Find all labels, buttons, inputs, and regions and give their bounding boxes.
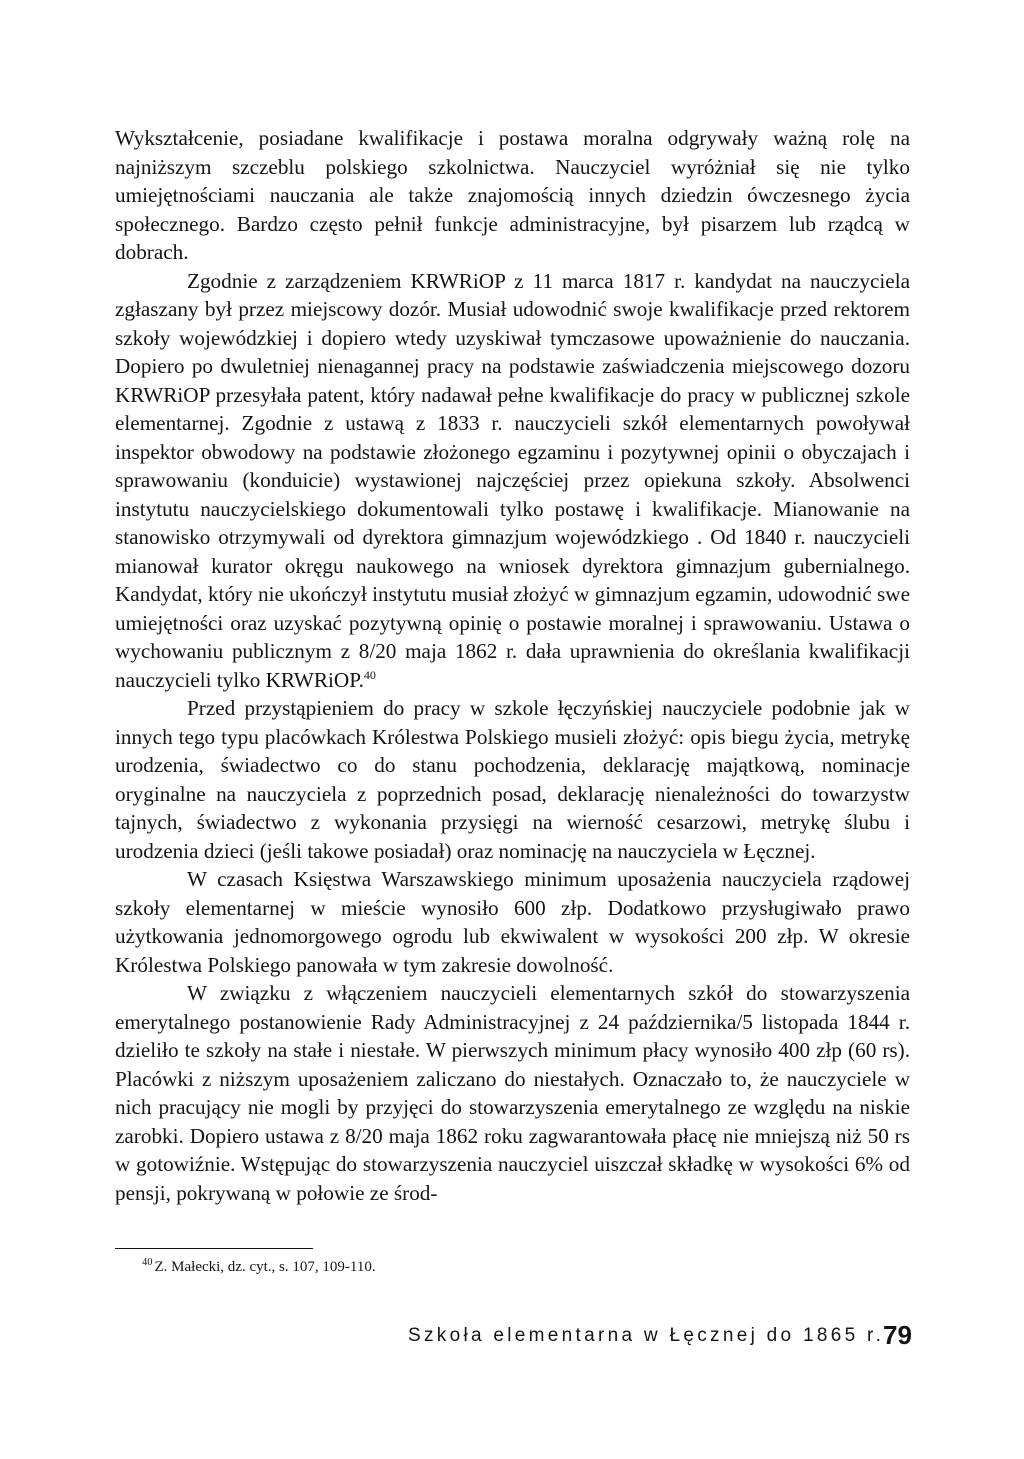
paragraph-text: Zgodnie z zarządzeniem KRWRiOP z 11 marca 1817 r. kandydat na nauczyciela zgłaszany był przez miejscowy dozór. Musiał udowodnić swoje kwalifikacje przed rektorem szkoły wojewódzkiej i dopiero wtedy uzyskiwał tymczasowe upoważnienie do nauczania. Dopiero po dwuletniej nienagannej pracy na podstawie zaświadczenia miejscowego dozoru KRWRiOP przesyłała patent, który nadawał pełne kwalifikacje do pracy w publicznej szkole elementarnej. Zgodnie z ustawą z 1833 r. nauczycieli szkół elementarnych powoływał inspektor obwodowy na podstawie złożonego egzaminu i pozytywnej opinii o obyczajach i sprawowaniu (konduicie) wystawionej najczęściej przez opiekuna szkoły. Absolwenci instytutu nauczycielskiego dokumentowali tylko postawę i kwalifikacje. Mianowanie na stanowisko otrzymywali od dyrektora gimnazjum wojewódzkiego . Od 1840 r. nauczycieli mianował kurator okręgu naukowego na wniosek dyrektora gimnazjum gubernialnego. Kandydat, który nie ukończył instytutu musiał złożyć w gimnazjum egzamin, udowodnić swe umiejętności oraz uzyskać pozytywną opinię o postawie moralnej i sprawowaniu. Ustawa o wychowaniu publicznym z 8/20 maja 1862 r. dała uprawnienia do określania kwalifikacji nauczycieli tylko KRWRiOP. (115, 268, 910, 692)
paragraph-text: Wykształcenie, posiadane kwalifikacje i postawa moralna odgrywały ważną rolę na najniższym szczeblu polskiego szkolnictwa. Nauczyciel wyróżniał się nie tylko umiejętnościami nauczania ale także znajomością innych dziedzin ówczesnego życia społecznego. Bardzo często pełnił funkcje administracyjne, był pisarzem lub rządcą w dobrach. (115, 126, 910, 264)
paragraph-text: Przed przystąpieniem do pracy w szkole łęczyńskiej nauczyciele podobnie jak w innych tego typu placówkach Królestwa Polskiego musieli złożyć: opis biegu życia, metrykę urodzenia, świadectwo co do stanu pochodzenia, deklarację majątkową, nominacje oryginalne na nauczyciela z poprzednich posad, deklarację nienależności do towarzystw tajnych, świadectwo z wykonania przysięgi na wierność cesarzowi, metrykę ślubu i urodzenia dzieci (jeśli takowe posiadał) oraz nominację na nauczyciela w Łęcznej. (115, 696, 910, 863)
page-number: 79 (883, 1320, 912, 1350)
paragraph-text: W czasach Księstwa Warszawskiego minimum uposażenia nauczyciela rządowej szkoły elementarnej w mieście wynosiło 600 złp. Dodatkowo przysługiwało prawo użytkowania jednomorgowego ogrodu lub ekwiwalent w wysokości 200 złp. W okresie Królestwa Polskiego panowała w tym zakresie dowolność. (115, 867, 910, 977)
paragraph (115, 694, 910, 865)
footnote-text: Z. Małecki, dz. cyt., s. 107, 109-110. (154, 1259, 376, 1275)
footnote-number: 40 (142, 1257, 153, 1268)
footnote-divider (115, 1248, 313, 1249)
paragraph (115, 124, 910, 267)
paragraph-text: W związku z włączeniem nauczycieli elementarnych szkół do stowarzyszenia emerytalnego postanowienie Rady Administracyjnej z 24 października/5 listopada 1844 r. dzieliło te szkoły na stałe i niestałe. W pierwszych minimum płacy wynosiło 400 złp (60 rs). Placówki z niższym uposażeniem zaliczano do niestałych. Oznaczało to, że nauczyciele w nich pracujący nie mogli by przyjęci do stowarzyszenia emerytalnego ze względu na niskie zarobki. Dopiero ustawa z 8/20 maja 1862 roku zagwarantowała płacę nie mniejszą niż 50 rs w gotowiźnie. Wstępując do stowarzyszenia nauczyciel uiszczał składkę w wysokości 6% od pensji, pokrywaną w połowie ze środ- (115, 981, 910, 1205)
body-text (115, 124, 910, 1207)
footnote-reference[interactable]: 40 (363, 667, 376, 682)
paragraph (115, 865, 910, 979)
footnote (142, 1257, 376, 1277)
paragraph (115, 267, 910, 695)
paragraph (115, 979, 910, 1207)
running-footer-title: Szkoła elementarna w Łęcznej do 1865 r. (408, 1325, 885, 1346)
